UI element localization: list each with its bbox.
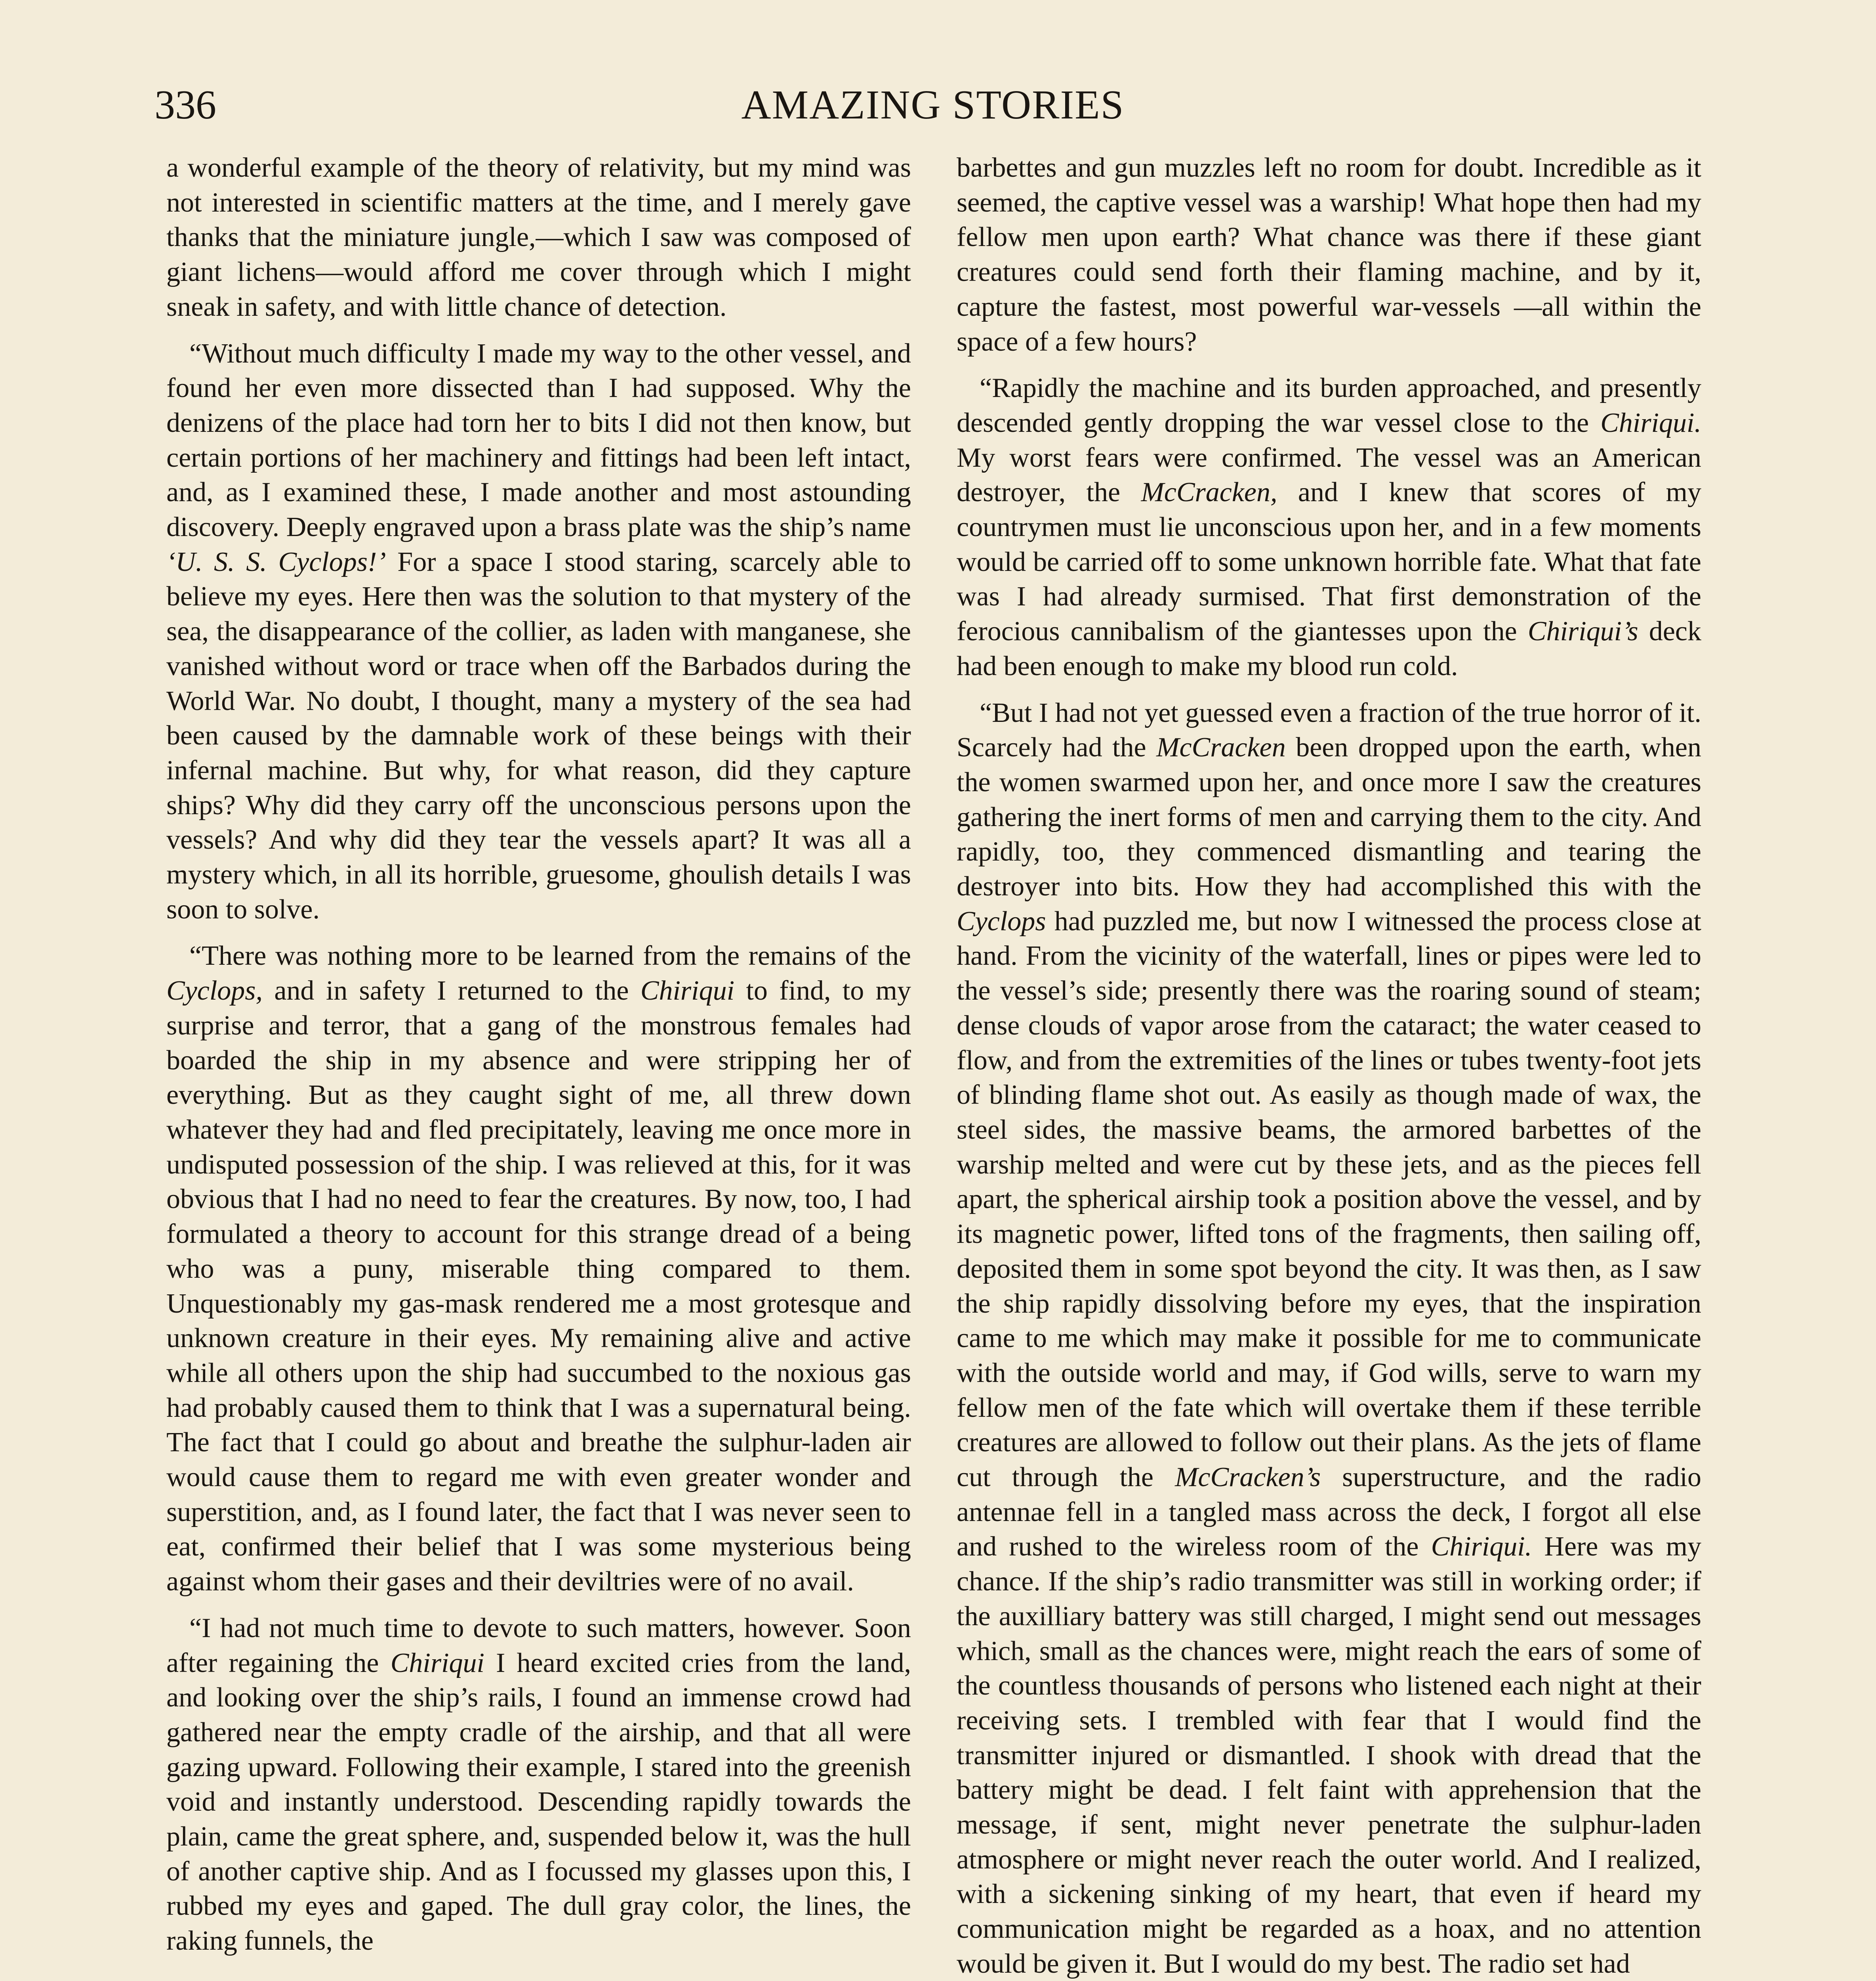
italic-text: Chiriqui’s <box>1527 616 1638 647</box>
italic-text: Chiriqui. <box>1431 1531 1532 1562</box>
italic-text: Chiriqui. <box>1600 407 1701 438</box>
text-run: had puzzled me, but now I witnessed the process close at hand. From the vicinity of the waterfall, lines or pipes were led to the vessel’s side; presently there was the roaring sound of steam; dense clouds of vapor arose from the cataract; the water ceased to flow, and from the extremities of the lines or tubes twenty-foot jets of blinding flame shot out. As easily as though made of wax, the steel sides, the massive beams, the armored barbettes of the warship melted and were cut by these jets, and as the pieces fell apart, the spherical airship took a position above the vessel, and by its magnetic power, lifted tons of the fragments, then sailing off, deposited them in some spot beyond the city. It was then, as I saw the ship rapidly dissolving before my eyes, that the inspiration came to me which may make it possible for me to communicate with the outside world and may, if God wills, serve to warn my fellow men of the fate which will overtake them if these terrible creatures are allowed to follow out their plans. As the jets of flame cut through the <box>957 906 1701 1493</box>
text-run: to find, to my surprise and terror, that a gang of the monstrous females had boarded the ship in my absence and were stripping her of everything. But as they caught sight of me, all threw down whatever they had and fled precipitately, leaving me once more in undisputed possession of the ship. I was relieved at this, for it was obvious that I had no need to fear the creatures. By now, too, I had formulated a theory to account for this strange dread of a being who was a puny, miserable thing compared to them. Unquestionably my gas-mask rendered me a most grotesque and unknown creature in their eyes. My remaining alive and active while all others upon the ship had succumbed to the noxious gas had probably caused them to think that I was a supernatural being. The fact that I could go about and breathe the sulphur-laden air would cause them to regard me with even greater wonder and superstition, and, as I found later, the fact that I was never seen to eat, confirmed their belief that I was some mysterious being against whom their gases and their deviltries were of no avail. <box>166 975 911 1597</box>
text-run: and I knew that scores of my countrymen must lie unconscious upon her, and in a few moments would be carried off to some unknown horrible fate. What that fate was I had already surmised. That first demonstration of the ferocious cannibalism of the giantesses upon the <box>957 477 1701 647</box>
text-run: “There was nothing more to be learned from the remains of the <box>189 941 911 971</box>
text-run: I heard excited cries from the land, and looking over the ship’s rails, I found an immense crowd had gathered near the empty cradle of the airship, and that all were gazing upward. Following their example, I stared into the greenish void and instantly understood. Descending rapidly towards the plain, came the great sphere, and, suspended below it, was the hull of another captive ship. And as I focussed my glasses upon this, I rubbed my eyes and gaped. The dull gray color, the lines, the raking funnels, the <box>166 1647 911 1956</box>
magazine-title: AMAZING STORIES <box>741 82 1125 128</box>
text-run: “But I had not yet guessed even a fraction of the true horror of it. Scarcely had the <box>957 697 1701 763</box>
italic-text: Cyclops, <box>166 975 263 1006</box>
text-run: and in safety I returned to the <box>263 975 641 1006</box>
text-run: My worst fears were confirmed. The vessel was an American destroyer, the <box>957 442 1701 508</box>
italic-text: Chiriqui <box>640 975 735 1006</box>
paragraph <box>166 1611 911 1958</box>
italic-text: McCracken, <box>1141 477 1277 508</box>
text-run: barbettes and gun muzzles left no room for doubt. Incredible as it seemed, the captive vessel was a warship! What hope then had my fellow men upon earth? What chance was there if these giant creatures could send forth their flaming machine, and by it, capture the fastest, most powerful war-vessels —all within the space of a few hours? <box>957 153 1701 357</box>
text-run: “I had not much time to devote to such matters, however. Soon after regaining the <box>166 1613 911 1678</box>
text-run: a wonderful example of the theory of relativity, but my mind was not interested in scientific matters at the time, and I merely gave thanks that the miniature jungle,—which I saw was composed of giant lichens—would afford me cover through which I might sneak in safety, and with little chance of detection. <box>166 153 911 322</box>
paragraph <box>957 371 1701 683</box>
paragraph <box>957 696 1701 1981</box>
text-run: For a space I stood staring, scarcely able to believe my eyes. Here then was the solution to that mystery of the sea, the disappearance of the collier, as laden with manganese, she vanished without word or trace when off the Barbados during the World War. No doubt, I thought, many a mystery of the sea had been caused by the damnable work of these beings with their infernal machine. But why, for what reason, did they capture ships? Why did they carry off the unconscious persons upon the vessels? And why did they tear the vessels apart? It was all a mystery which, in all its horrible, gruesome, ghoulish details I was soon to solve. <box>166 546 911 925</box>
paragraph <box>166 151 911 324</box>
italic-text: McCracken’s <box>1175 1462 1321 1493</box>
page-number: 336 <box>154 82 216 128</box>
text-run: been dropped upon the earth, when the women swarmed upon her, and once more I saw the creatures gathering the inert forms of men and carrying them to the city. And rapidly, too, they commenced dismantling and tearing the destroyer into bits. How they had accomplished this with the <box>957 732 1701 902</box>
text-run: deck had been enough to make my blood run cold. <box>957 616 1701 681</box>
italic-text: ‘U. S. S. Cyclops!’ <box>166 546 386 577</box>
left-column <box>166 151 911 1970</box>
italic-text: Chiriqui <box>390 1647 484 1678</box>
text-run: “Without much difficulty I made my way to the other vessel, and found her even more dissected than I had supposed. Why the denizens of the place had torn her to bits I did not then know, but certain portions of her machinery and fittings had been left intact, and, as I examined these, I made another and most astounding discovery. Deeply engraved upon a brass plate was the ship’s name <box>166 338 911 543</box>
page-header <box>154 75 1711 135</box>
text-run: “Rapidly the machine and its burden approached, and presently descended gently dropping the war vessel close to the <box>957 373 1701 438</box>
right-column <box>957 151 1701 1981</box>
paragraph <box>166 939 911 1599</box>
text-run: Here was my chance. If the ship’s radio transmitter was still in working order; if the auxilliary battery was still charged, I might send out messages which, small as the chances were, might reach the ears of some of the countless thousands of persons who listened each night at their receiving sets. I trembled with fear that I would find the transmitter injured or dismantled. I shook with dread that the battery might be dead. I felt faint with apprehension that the message, if sent, might never penetrate the sulphur-laden atmosphere or might never reach the outer world. And I realized, with a sickening sinking of my heart, that even if heard my communication might be regarded as a hoax, and no attention would be given it. But I would do my best. The radio set had <box>957 1531 1702 1979</box>
italic-text: Cyclops <box>957 906 1046 937</box>
text-run: superstructure, and the radio antennae fell in a tangled mass across the deck, I forgot all else and rushed to the wireless room of the <box>957 1462 1702 1562</box>
paragraph <box>957 151 1701 359</box>
paragraph <box>166 336 911 927</box>
italic-text: McCracken <box>1156 732 1286 763</box>
